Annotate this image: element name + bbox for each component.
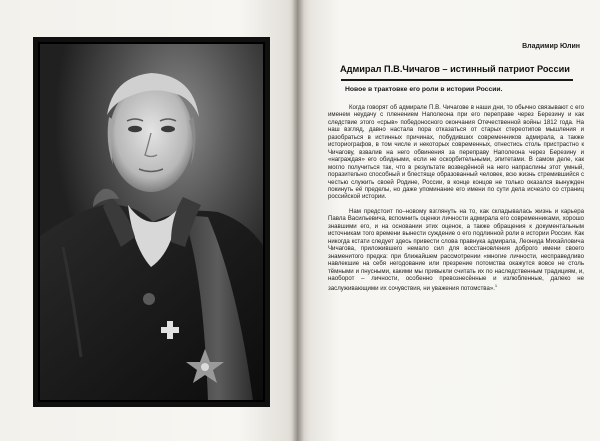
chapter-title: Адмирал П.В.Чичагов – истинный патриот России (340, 64, 570, 74)
title-divider (341, 79, 573, 81)
admiral-portrait-image (33, 37, 270, 407)
book-gutter (292, 0, 304, 441)
body-text (328, 104, 584, 293)
chapter-subtitle: Новое в трактовке его роли в истории России. (345, 86, 503, 93)
portrait-plate (33, 37, 270, 407)
paragraph-2 (328, 208, 584, 293)
running-head-author: Владимир Юлин (522, 43, 580, 50)
left-page (0, 0, 298, 441)
paragraph-1: Когда говорят об адмирале П.В. Чичагове в наши дни, то обычно связывают с его именем неудачу с пленением Наполеона при его переправе через Березину и как следствие этого «срыв» победоносного окончания Отечественной войны 1812 года. На наш взгляд, давно настала пора отказаться от старых стереотипов мышления и разобраться в истинных причинах, побудивших современников адмирала, а также историографов, в том числе и некоторых современных, отнестись столь пристрастно к Чичагову, взвалив на него обвинения за переправу Наполеона через Березину и «награждая» его обидными, если не оскорбительными, эпитетами. В самом деле, как могло получиться так, что в результате возведённой на него напраслины этот умный, поразительно способный и блестяще образованный человек, всю жизнь стремившийся с честью служить своей Родине, России, в конце концов не только оказался вынужден покинуть её пределы, но даже упоминание его имени по сути дела исчезло со страниц российской истории. (328, 104, 584, 201)
footnote-mark: 1 (494, 283, 498, 289)
paragraph-2-text: Нам предстоит по–новому взглянуть на то, как складывалась жизнь и карьера Павла Васильевича, вспомнить оценки личности адмирала его современниками, хорошо знавшими его, и на основании этих оценок, а также обращения к документальным источникам того времени вынести суждение о его подлинной роли в истории России. Как никогда кстати следует здесь привести слова правнука адмирала, Леонида Михайловича Чичагова, приложившего немало сил для восстановления доброго имени своего знаменитого предка: при ближайшем рассмотрении «многие личности, несправедливо навлекшие на себя негодование или презрение потомства окажутся вовсе не столь тёмными и пнусными, какими мы привыкли считать их по наследственным традициям, и, наоборот – личности, особенно превознесённые и излюбленные, далеко не заслуживающими их сочувствия, ни уважения потомства». (328, 207, 584, 293)
